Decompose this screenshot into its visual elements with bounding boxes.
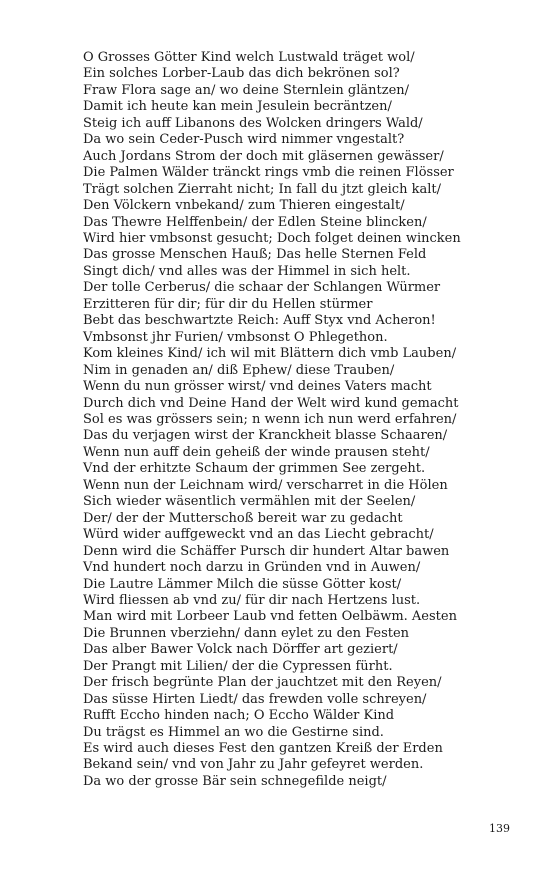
poem-line: Würd wider auffgeweckt vnd an das Liecht gebracht/ — [83, 527, 434, 543]
poem-line: Die Palmen Wälder tränckt rings vmb die reinen Flösser — [83, 165, 454, 181]
poem-line: Sich wieder wäsentlich vermählen mit der Seelen/ — [83, 494, 416, 510]
poem-line: Das grosse Menschen Hauß; Das helle Sternen Feld — [83, 247, 427, 263]
poem-line: Vnd hundert noch darzu in Gründen vnd in Auwen/ — [83, 560, 421, 576]
poem-line: O Grosses Götter Kind welch Lustwald träget wol/ — [83, 50, 415, 65]
poem-line: Du trägst es Himmel an wo die Gestirne sind. — [83, 724, 384, 740]
poem-line: Das du verjagen wirst der Kranckheit blasse Schaaren/ — [83, 428, 448, 444]
poem-line: Sol es was grössers sein; n wenn ich nun werd erfahren/ — [83, 411, 457, 427]
poem-line: Das süsse Hirten Liedt/ das frewden volle schreyen/ — [83, 691, 427, 707]
poem-line: Vmbsonst jhr Furien/ vmbsonst O Phlegethon. — [83, 329, 388, 345]
poem-line: Trägt solchen Zierraht nicht; In fall du jtzt gleich kalt/ — [83, 181, 441, 197]
poem-line: Bebt das beschwartzte Reich: Auff Styx vnd Acheron! — [83, 313, 436, 329]
poem-line: Der Prangt mit Lilien/ der die Cypressen fürht. — [83, 658, 393, 674]
poem-line: Durch dich vnd Deine Hand der Welt wird kund gemacht — [83, 395, 459, 411]
poem-line: Da wo der grosse Bär sein schnegefilde neigt/ — [83, 773, 387, 789]
poem-line: Der tolle Cerberus/ die schaar der Schlangen Würmer — [83, 280, 441, 296]
poem-line: Den Völckern vnbekand/ zum Thieren eingestalt/ — [83, 198, 405, 214]
poem-line: Wenn du nun grösser wirst/ vnd deines Vaters macht — [83, 379, 432, 395]
poem-line: Damit ich heute kan mein Jesulein becräntzen/ — [83, 99, 392, 115]
poem-line: Vnd der erhitzte Schaum der grimmen See zergeht. — [83, 461, 426, 477]
poem-line: Steig ich auff Libanons des Wolcken dringers Wald/ — [83, 115, 423, 131]
poem-line: Wird hier vmbsonst gesucht; Doch folget deinen wincken — [83, 230, 461, 246]
poem-line: Nim in genaden an/ diß Ephew/ diese Trauben/ — [83, 362, 395, 378]
page-number: 139 — [489, 822, 510, 835]
poem-line: Singt dich/ vnd alles was der Himmel in sich helt. — [83, 263, 411, 279]
poem-line: Wenn nun auff dein geheiß der winde prausen steht/ — [83, 444, 430, 460]
poem-line: Es wird auch dieses Fest den gantzen Kreiß der Erden — [83, 741, 443, 757]
poem-line: Das Thewre Helffenbein/ der Edlen Steine blincken/ — [83, 214, 427, 230]
poem-line: Das alber Bawer Volck nach Dörffer art geziert/ — [83, 642, 398, 658]
poem-line: Wenn nun der Leichnam wird/ verscharret in die Hölen — [83, 477, 448, 493]
poem-line: Auch Jordans Strom der doch mit gläsernen gewässer/ — [83, 148, 444, 164]
poem-line: Erzitteren für dir; für dir du Hellen stürmer — [83, 296, 373, 312]
poem-line: Wird fliessen ab vnd zu/ für dir nach Hertzens lust. — [83, 592, 421, 608]
poem-line: Kom kleines Kind/ ich wil mit Blättern dich vmb Lauben/ — [83, 346, 457, 362]
poem-line: Bekand sein/ vnd von Jahr zu Jahr gefeyret werden. — [83, 757, 424, 773]
poem-text — [83, 50, 523, 790]
poem-line: Denn wird die Schäffer Pursch dir hundert Altar bawen — [83, 543, 450, 559]
poem-line: Der/ der der Mutterschoß bereit war zu gedacht — [83, 510, 403, 526]
poem-line: Rufft Eccho hinden nach; O Eccho Wälder Kind — [83, 708, 395, 724]
poem-line: Die Lautre Lämmer Milch die süsse Götter kost/ — [83, 576, 402, 592]
poem-line: Fraw Flora sage an/ wo deine Sternlein gläntzen/ — [83, 82, 410, 98]
poem-line: Ein solches Lorber-Laub das dich bekrönen sol? — [83, 66, 400, 82]
poem-line: Der frisch begrünte Plan der jauchtzet mit den Reyen/ — [83, 675, 442, 691]
poem-line: Da wo sein Ceder-Pusch wird nimmer vngestalt? — [83, 132, 405, 148]
poem-line: Die Brunnen vberziehn/ dann eylet zu den Festen — [83, 625, 410, 641]
poem-line: Man wird mit Lorbeer Laub vnd fetten Oelbäwm. Aesten — [83, 609, 457, 625]
